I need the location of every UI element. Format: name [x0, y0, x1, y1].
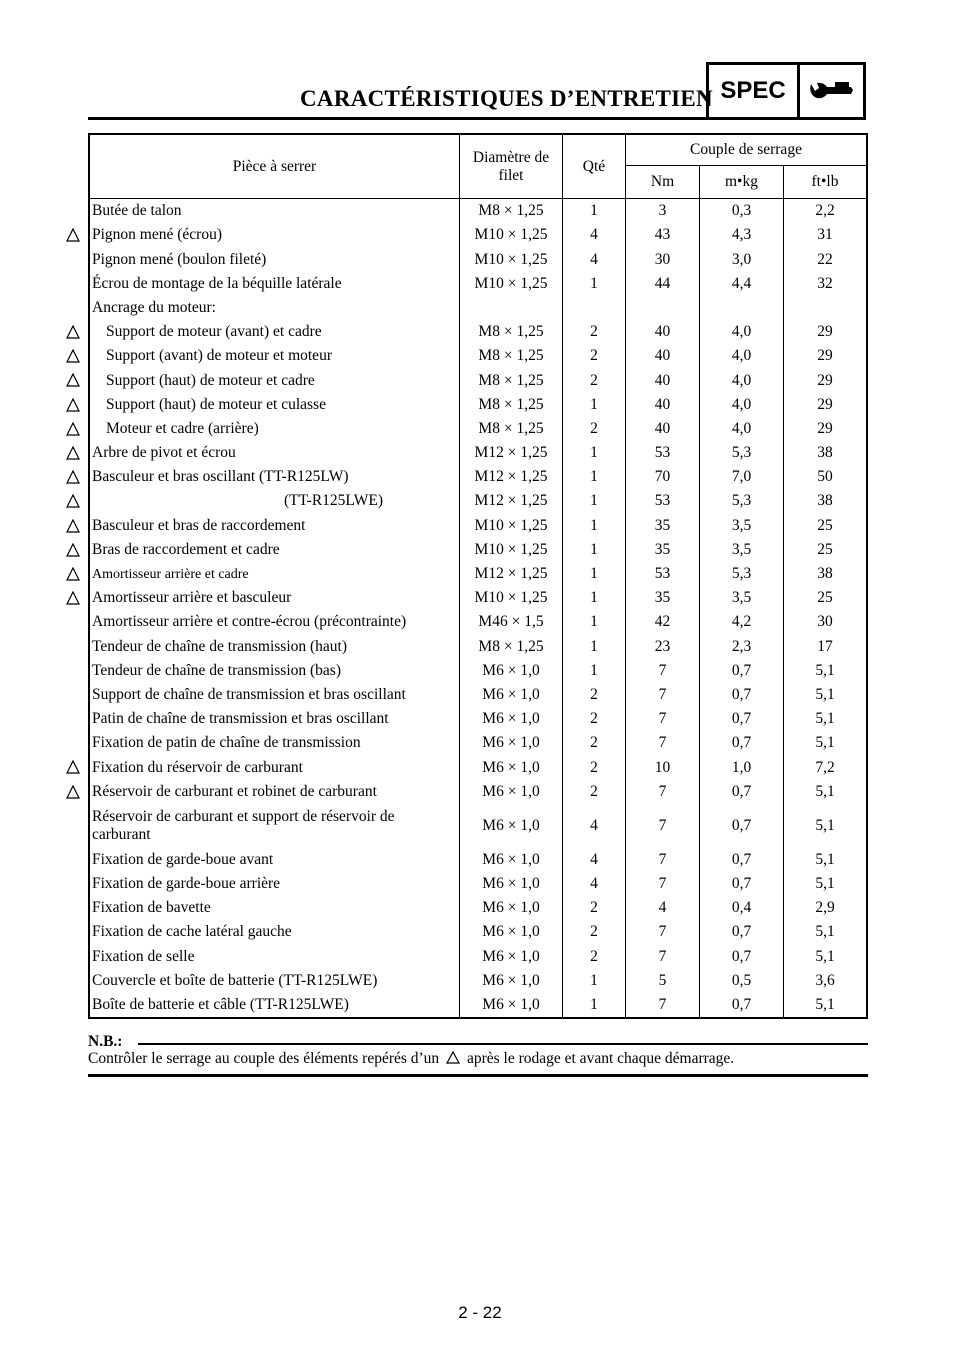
header-nm: Nm	[626, 166, 700, 199]
cell-nm: 3	[626, 199, 700, 224]
cell-mkg: 4,4	[700, 272, 784, 296]
cell-thread: M12 × 1,25	[460, 465, 563, 489]
cell-part: Ancrage du moteur:	[89, 296, 460, 320]
cell-thread: M6 × 1,0	[460, 944, 563, 968]
cell-ftlb: 25	[784, 513, 868, 537]
spec-label: SPEC	[709, 65, 800, 117]
cell-nm: 35	[626, 513, 700, 537]
cell-mkg: 5,3	[700, 441, 784, 465]
note-label: N.B.:	[88, 1033, 123, 1050]
cell-nm: 40	[626, 393, 700, 417]
cell-qty: 2	[563, 417, 626, 441]
cell-thread: M10 × 1,25	[460, 538, 563, 562]
cell-nm: 44	[626, 272, 700, 296]
cell-nm: 53	[626, 441, 700, 465]
cell-part: Boîte de batterie et câble (TT-R125LWE)	[89, 993, 460, 1018]
cell-nm: 40	[626, 344, 700, 368]
cell-mkg: 0,7	[700, 683, 784, 707]
table-row	[89, 755, 867, 779]
cell-mkg: 0,7	[700, 804, 784, 848]
triangle-mark-icon	[66, 494, 80, 508]
cell-mkg: 0,7	[700, 707, 784, 731]
triangle-mark-icon	[66, 760, 80, 774]
cell-nm: 7	[626, 683, 700, 707]
table-row	[89, 417, 867, 441]
cell-nm: 35	[626, 538, 700, 562]
cell-mkg: 1,0	[700, 755, 784, 779]
cell-part: Amortisseur arrière et contre-écrou (précontrainte)	[89, 610, 460, 634]
table-row	[89, 586, 867, 610]
cell-part: Tendeur de chaîne de transmission (bas)	[89, 659, 460, 683]
cell-qty: 4	[563, 804, 626, 848]
cell-part: Fixation de garde-boue arrière	[89, 872, 460, 896]
cell-ftlb: 29	[784, 368, 868, 392]
cell-qty: 1	[563, 610, 626, 634]
triangle-mark-icon	[66, 422, 80, 436]
cell-part: Support (avant) de moteur et moteur	[106, 347, 332, 365]
cell-thread: M12 × 1,25	[460, 562, 563, 586]
cell-nm: 40	[626, 368, 700, 392]
cell-part: Couvercle et boîte de batterie (TT-R125LWE)	[89, 969, 460, 993]
cell-ftlb: 5,1	[784, 731, 868, 755]
cell-mkg: 4,0	[700, 417, 784, 441]
cell-nm: 7	[626, 659, 700, 683]
table-row	[89, 920, 867, 944]
wrench-icon	[800, 65, 863, 117]
cell-nm: 7	[626, 707, 700, 731]
cell-mkg: 0,7	[700, 944, 784, 968]
cell-ftlb: 5,1	[784, 780, 868, 804]
cell-mkg: 3,5	[700, 586, 784, 610]
cell-nm: 7	[626, 780, 700, 804]
cell-nm: 7	[626, 920, 700, 944]
cell-thread: M10 × 1,25	[460, 272, 563, 296]
table-row	[89, 223, 867, 247]
cell-qty: 1	[563, 993, 626, 1018]
cell-mkg: 3,5	[700, 513, 784, 537]
triangle-mark-icon	[66, 228, 80, 242]
cell-ftlb: 3,6	[784, 969, 868, 993]
cell-nm: 10	[626, 755, 700, 779]
cell-nm	[626, 296, 700, 320]
cell-thread: M8 × 1,25	[460, 634, 563, 658]
cell-qty: 1	[563, 199, 626, 224]
cell-part: Pignon mené (écrou)	[89, 223, 460, 247]
cell-part: Fixation de bavette	[89, 896, 460, 920]
cell-mkg: 0,7	[700, 780, 784, 804]
cell-mkg: 4,0	[700, 320, 784, 344]
cell-thread: M6 × 1,0	[460, 780, 563, 804]
cell-ftlb: 5,1	[784, 872, 868, 896]
cell-part: Support (haut) de moteur et culasse	[106, 395, 326, 413]
table-row	[89, 562, 867, 586]
cell-part: Basculeur et bras de raccordement	[89, 513, 460, 537]
table-row	[89, 296, 867, 320]
cell-mkg: 0,3	[700, 199, 784, 224]
cell-part: Amortisseur arrière et cadre	[92, 566, 249, 582]
cell-mkg: 3,5	[700, 538, 784, 562]
cell-nm: 7	[626, 872, 700, 896]
cell-ftlb: 38	[784, 489, 868, 513]
cell-qty: 1	[563, 634, 626, 658]
cell-ftlb: 7,2	[784, 755, 868, 779]
cell-qty	[563, 296, 626, 320]
cell-ftlb: 32	[784, 272, 868, 296]
cell-part: Pignon mené (boulon fileté)	[89, 247, 460, 271]
triangle-mark-icon	[66, 591, 80, 605]
cell-part: Fixation du réservoir de carburant	[89, 755, 460, 779]
header-ftlb: ft•lb	[784, 166, 868, 199]
cell-qty: 4	[563, 872, 626, 896]
cell-ftlb: 29	[784, 417, 868, 441]
table-row	[89, 731, 867, 755]
triangle-mark-icon	[66, 398, 80, 412]
cell-mkg: 0,7	[700, 920, 784, 944]
cell-mkg: 3,0	[700, 247, 784, 271]
cell-thread: M8 × 1,25	[460, 344, 563, 368]
cell-ftlb: 29	[784, 320, 868, 344]
cell-ftlb	[784, 296, 868, 320]
cell-ftlb: 5,1	[784, 659, 868, 683]
cell-qty: 1	[563, 659, 626, 683]
cell-qty: 1	[563, 513, 626, 537]
cell-part: Réservoir de carburant et support de réservoir de carburant	[89, 804, 460, 848]
cell-ftlb: 25	[784, 586, 868, 610]
cell-mkg: 4,0	[700, 344, 784, 368]
cell-part: Écrou de montage de la béquille latérale	[89, 272, 460, 296]
cell-part: Amortisseur arrière et basculeur	[89, 586, 460, 610]
cell-mkg: 7,0	[700, 465, 784, 489]
cell-nm: 7	[626, 731, 700, 755]
cell-part: Fixation de patin de chaîne de transmission	[89, 731, 460, 755]
cell-part: Fixation de garde-boue avant	[89, 848, 460, 872]
table-row	[89, 199, 867, 224]
cell-thread: M6 × 1,0	[460, 804, 563, 848]
triangle-mark-icon	[66, 567, 80, 581]
cell-thread: M6 × 1,0	[460, 872, 563, 896]
cell-qty: 2	[563, 731, 626, 755]
cell-ftlb: 38	[784, 441, 868, 465]
cell-thread	[460, 296, 563, 320]
cell-ftlb: 2,9	[784, 896, 868, 920]
cell-thread: M10 × 1,25	[460, 513, 563, 537]
cell-thread: M6 × 1,0	[460, 920, 563, 944]
triangle-mark-icon	[66, 785, 80, 799]
cell-mkg: 4,2	[700, 610, 784, 634]
cell-mkg: 0,7	[700, 872, 784, 896]
cell-thread: M6 × 1,0	[460, 848, 563, 872]
table-row	[89, 944, 867, 968]
table-row	[89, 683, 867, 707]
cell-mkg: 0,7	[700, 848, 784, 872]
cell-qty: 2	[563, 707, 626, 731]
cell-qty: 2	[563, 344, 626, 368]
cell-thread: M6 × 1,0	[460, 659, 563, 683]
cell-mkg: 0,7	[700, 731, 784, 755]
cell-nm: 43	[626, 223, 700, 247]
cell-mkg: 4,0	[700, 368, 784, 392]
header-qty: Qté	[563, 134, 626, 199]
header-thread: Diamètre de filet	[460, 134, 563, 199]
header-mkg: m•kg	[700, 166, 784, 199]
table-row	[89, 513, 867, 537]
cell-thread: M8 × 1,25	[460, 393, 563, 417]
cell-ftlb: 5,1	[784, 944, 868, 968]
cell-qty: 4	[563, 247, 626, 271]
spec-badge	[706, 62, 866, 120]
triangle-mark-icon	[66, 373, 80, 387]
cell-nm: 7	[626, 944, 700, 968]
cell-thread: M6 × 1,0	[460, 969, 563, 993]
cell-part: Réservoir de carburant et robinet de carburant	[89, 780, 460, 804]
cell-qty: 1	[563, 393, 626, 417]
table-row	[89, 804, 867, 848]
table-row	[89, 896, 867, 920]
cell-qty: 2	[563, 320, 626, 344]
cell-thread: M6 × 1,0	[460, 896, 563, 920]
cell-ftlb: 38	[784, 562, 868, 586]
cell-thread: M12 × 1,25	[460, 489, 563, 513]
cell-mkg: 4,3	[700, 223, 784, 247]
cell-nm: 30	[626, 247, 700, 271]
cell-thread: M6 × 1,0	[460, 993, 563, 1018]
cell-ftlb: 25	[784, 538, 868, 562]
cell-part: (TT-R125LWE)	[284, 492, 384, 510]
cell-qty: 2	[563, 780, 626, 804]
header-torque: Couple de serrage	[626, 134, 868, 166]
cell-thread: M8 × 1,25	[460, 199, 563, 224]
cell-nm: 42	[626, 610, 700, 634]
table-row	[89, 634, 867, 658]
cell-thread: M10 × 1,25	[460, 223, 563, 247]
cell-part: Patin de chaîne de transmission et bras oscillant	[89, 707, 460, 731]
cell-part: Support (haut) de moteur et cadre	[106, 371, 315, 389]
cell-qty: 2	[563, 755, 626, 779]
table-row	[89, 872, 867, 896]
cell-ftlb: 5,1	[784, 804, 868, 848]
header-rule	[88, 117, 708, 120]
cell-qty: 1	[563, 969, 626, 993]
triangle-mark-icon	[66, 543, 80, 557]
cell-nm: 40	[626, 320, 700, 344]
table-row	[89, 489, 867, 513]
triangle-mark-icon	[66, 470, 80, 484]
cell-ftlb: 22	[784, 247, 868, 271]
cell-thread: M6 × 1,0	[460, 755, 563, 779]
cell-qty: 4	[563, 223, 626, 247]
cell-nm: 4	[626, 896, 700, 920]
cell-part: Support de chaîne de transmission et bras oscillant	[89, 683, 460, 707]
table-row	[89, 610, 867, 634]
cell-nm: 7	[626, 804, 700, 848]
triangle-mark-icon	[66, 325, 80, 339]
cell-qty: 1	[563, 489, 626, 513]
table-row	[89, 320, 867, 344]
cell-mkg: 4,0	[700, 393, 784, 417]
cell-qty: 2	[563, 920, 626, 944]
torque-table	[88, 133, 868, 1019]
table-row	[89, 848, 867, 872]
cell-mkg: 0,5	[700, 969, 784, 993]
cell-mkg: 5,3	[700, 562, 784, 586]
table-row	[89, 368, 867, 392]
cell-thread: M8 × 1,25	[460, 417, 563, 441]
cell-qty: 1	[563, 538, 626, 562]
cell-qty: 2	[563, 944, 626, 968]
cell-part: Moteur et cadre (arrière)	[106, 419, 259, 437]
cell-qty: 2	[563, 683, 626, 707]
table-row	[89, 969, 867, 993]
cell-part: Butée de talon	[89, 199, 460, 224]
cell-ftlb: 17	[784, 634, 868, 658]
table-row	[89, 272, 867, 296]
note-text	[88, 1050, 734, 1068]
triangle-mark-icon	[66, 349, 80, 363]
table-row	[89, 538, 867, 562]
cell-thread: M46 × 1,5	[460, 610, 563, 634]
cell-ftlb: 29	[784, 393, 868, 417]
cell-qty: 1	[563, 272, 626, 296]
page-title: CARACTÉRISTIQUES D’ENTRETIEN	[300, 86, 713, 111]
cell-qty: 1	[563, 441, 626, 465]
table-row	[89, 993, 867, 1018]
cell-nm: 53	[626, 489, 700, 513]
table-row	[89, 780, 867, 804]
cell-qty: 1	[563, 465, 626, 489]
cell-ftlb: 29	[784, 344, 868, 368]
table-row	[89, 707, 867, 731]
cell-part: Basculeur et bras oscillant (TT-R125LW)	[89, 465, 460, 489]
cell-mkg	[700, 296, 784, 320]
table-row	[89, 465, 867, 489]
note-rule-top	[138, 1043, 868, 1045]
note-rule-bottom	[88, 1074, 868, 1077]
cell-mkg: 0,4	[700, 896, 784, 920]
triangle-mark-icon	[66, 519, 80, 533]
cell-part: Tendeur de chaîne de transmission (haut)	[89, 634, 460, 658]
cell-nm: 35	[626, 586, 700, 610]
cell-ftlb: 5,1	[784, 848, 868, 872]
cell-nm: 23	[626, 634, 700, 658]
cell-thread: M6 × 1,0	[460, 731, 563, 755]
table-row	[89, 441, 867, 465]
cell-mkg: 0,7	[700, 993, 784, 1018]
cell-part: Bras de raccordement et cadre	[89, 538, 460, 562]
cell-nm: 70	[626, 465, 700, 489]
cell-thread: M6 × 1,0	[460, 707, 563, 731]
cell-qty: 1	[563, 586, 626, 610]
cell-ftlb: 50	[784, 465, 868, 489]
table-row	[89, 247, 867, 271]
cell-qty: 1	[563, 562, 626, 586]
note-text-before: Contrôler le serrage au couple des éléments repérés d’un	[88, 1050, 440, 1067]
cell-nm: 7	[626, 993, 700, 1018]
cell-part: Fixation de cache latéral gauche	[89, 920, 460, 944]
table-row	[89, 344, 867, 368]
cell-qty: 2	[563, 368, 626, 392]
cell-ftlb: 31	[784, 223, 868, 247]
cell-ftlb: 30	[784, 610, 868, 634]
cell-mkg: 0,7	[700, 659, 784, 683]
cell-qty: 2	[563, 896, 626, 920]
page-number: 2 - 22	[458, 1303, 502, 1322]
cell-thread: M12 × 1,25	[460, 441, 563, 465]
cell-ftlb: 5,1	[784, 920, 868, 944]
note-text-after: après le rodage et avant chaque démarrage.	[466, 1050, 735, 1067]
cell-part: Support de moteur (avant) et cadre	[106, 323, 322, 341]
cell-nm: 53	[626, 562, 700, 586]
cell-ftlb: 5,1	[784, 993, 868, 1018]
triangle-mark-icon	[446, 1051, 460, 1064]
cell-ftlb: 2,2	[784, 199, 868, 224]
cell-part: Arbre de pivot et écrou	[89, 441, 460, 465]
cell-thread: M10 × 1,25	[460, 247, 563, 271]
cell-ftlb: 5,1	[784, 683, 868, 707]
cell-part: Fixation de selle	[89, 944, 460, 968]
cell-mkg: 2,3	[700, 634, 784, 658]
cell-thread: M8 × 1,25	[460, 320, 563, 344]
header-part: Pièce à serrer	[89, 134, 460, 199]
cell-nm: 7	[626, 848, 700, 872]
cell-ftlb: 5,1	[784, 707, 868, 731]
cell-qty: 4	[563, 848, 626, 872]
cell-nm: 40	[626, 417, 700, 441]
table-row	[89, 659, 867, 683]
triangle-mark-icon	[66, 446, 80, 460]
cell-thread: M8 × 1,25	[460, 368, 563, 392]
cell-mkg: 5,3	[700, 489, 784, 513]
table-row	[89, 393, 867, 417]
cell-thread: M10 × 1,25	[460, 586, 563, 610]
cell-thread: M6 × 1,0	[460, 683, 563, 707]
cell-nm: 5	[626, 969, 700, 993]
